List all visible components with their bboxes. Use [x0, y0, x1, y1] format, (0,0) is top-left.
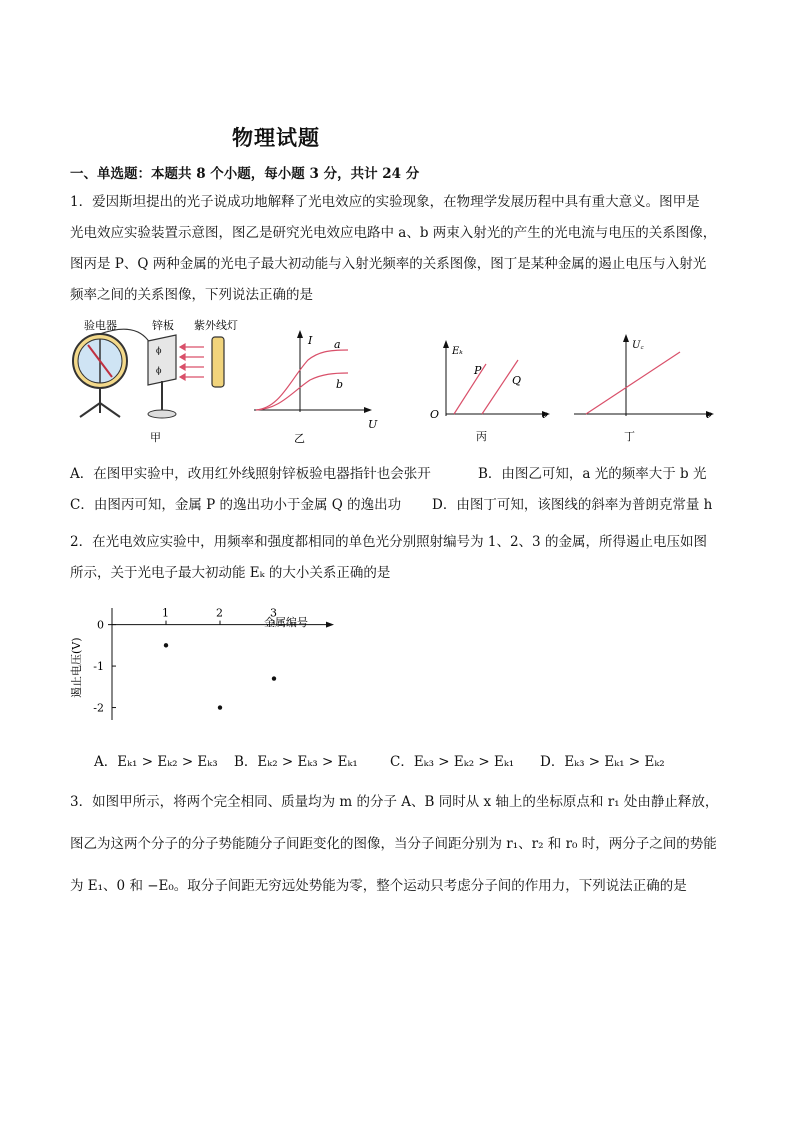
q1-line-3: 图丙是 P、Q 两种金属的光电子最大初动能与入射光频率的关系图像，图丁是某种金属的遏止电压与入射光: [70, 256, 707, 272]
q3-line-2: 图乙为这两个分子的分子势能随分子间距变化的图像，当分子间距分别为 r₁、r₂ 和 r₀ 时，两分子之间的势能: [70, 836, 717, 852]
curve-a: [256, 350, 348, 410]
uv-lamp: [212, 337, 224, 387]
caption-ding: 丁: [624, 430, 635, 443]
q2-option-c[interactable]: C．Eₖ₃ > Eₖ₂ > Eₖ₁: [390, 754, 515, 770]
ding-x-axis: ν: [706, 410, 713, 421]
section-heading: 一、单选题：本题共 8 个小题，每小题 3 分，共计 24 分: [70, 166, 420, 182]
caption-bing: 丙: [476, 430, 487, 443]
figure-bing: [426, 338, 556, 443]
q2-data-point: [272, 676, 276, 680]
q1-option-d[interactable]: D．由图丁可知，该图线的斜率为普朗克常量 h: [432, 497, 713, 513]
bing-origin: O: [430, 408, 440, 421]
bing-x-axis: ν: [542, 410, 549, 421]
q1-line-4: 频率之间的关系图像，下列说法正确的是: [70, 287, 313, 303]
q1-option-a[interactable]: A．在图甲实验中，改用红外线照射锌板验电器指针也会张开: [70, 466, 431, 482]
q3-line-3: 为 E₁、0 和 −E₀。取分子间距无穷远处势能为零，整个运动只考虑分子间的作用力，下列说法正确的是: [70, 878, 687, 894]
q2-y-axis-label: 遏止电压(V): [70, 637, 83, 698]
bing-label-q: Q: [512, 374, 522, 387]
q1-option-c[interactable]: C．由图丙可知，金属 P 的逸出功小于金属 Q 的逸出功: [70, 497, 402, 513]
q2-y-tick-label: -1: [93, 660, 104, 674]
page-title: 物理试题: [232, 125, 320, 150]
q2-chart: [66, 598, 346, 728]
q1-line-1: 1．爱因斯坦提出的光子说成功地解释了光电效应的实验现象，在物理学发展历程中具有重大意义。图甲是: [70, 194, 700, 210]
figure-jia: [66, 313, 246, 443]
q2-x-arrow: [326, 622, 334, 628]
figure-yi: [250, 330, 390, 445]
figure-ding: [570, 332, 720, 444]
yi-y-axis: I: [308, 334, 313, 347]
q2-option-b[interactable]: B．Eₖ₂ > Eₖ₃ > Eₖ₁: [234, 754, 358, 770]
q2-x-tick-label: 2: [216, 606, 223, 620]
q2-y-tick-label: -2: [93, 701, 104, 715]
zinc-plate: [148, 335, 176, 385]
ding-line: [586, 352, 680, 414]
q2-line-1: 2．在光电效应实验中，用频率和强度都相同的单色光分别照射编号为 1、2、3 的金属，所得遏止电压如图: [70, 534, 707, 550]
yi-x-axis: U: [368, 418, 378, 431]
q2-option-d[interactable]: D．Eₖ₃ > Eₖ₁ > Eₖ₂: [540, 754, 665, 770]
label-electroscope: 验电器: [84, 319, 117, 332]
q2-x-tick-label: 1: [162, 606, 169, 620]
ding-y-axis: U꜀: [632, 340, 644, 351]
caption-jia: 甲: [150, 431, 161, 443]
q2-data-point: [218, 705, 222, 709]
bing-y-axis: Eₖ: [452, 346, 463, 357]
bing-label-p: P: [474, 364, 482, 377]
label-uv-lamp: 紫外线灯: [194, 319, 238, 332]
q2-x-tick-label: 3: [270, 606, 277, 620]
label-zinc-plate: 锌板: [152, 319, 174, 332]
line-q: [482, 360, 518, 414]
q2-x-axis-label: 金属编号: [264, 616, 308, 629]
yi-label-b: b: [336, 378, 344, 391]
q1-line-2: 光电效应实验装置示意图，图乙是研究光电效应电路中 a、b 两束入射光的产生的光电流与电压的关系图像，: [70, 225, 717, 241]
q2-option-a[interactable]: A．Eₖ₁ > Eₖ₂ > Eₖ₃: [94, 754, 218, 770]
q2-line-2: 所示，关于光电子最大初动能 Eₖ 的大小关系正确的是: [70, 565, 391, 581]
svg-text:ϕ: ϕ: [156, 346, 162, 355]
q2-y-tick-label: 0: [97, 618, 104, 632]
caption-yi: 乙: [294, 432, 305, 445]
q2-data-point: [164, 643, 168, 647]
q1-option-b[interactable]: B．由图乙可知，a 光的频率大于 b 光: [478, 466, 707, 482]
svg-text:ϕ: ϕ: [156, 366, 162, 375]
q3-line-1: 3．如图甲所示，将两个完全相同、质量均为 m 的分子 A、B 同时从 x 轴上的坐标原点和 r₁ 处由静止释放，: [70, 794, 719, 810]
curve-b: [256, 373, 348, 410]
yi-label-a: a: [334, 338, 341, 351]
